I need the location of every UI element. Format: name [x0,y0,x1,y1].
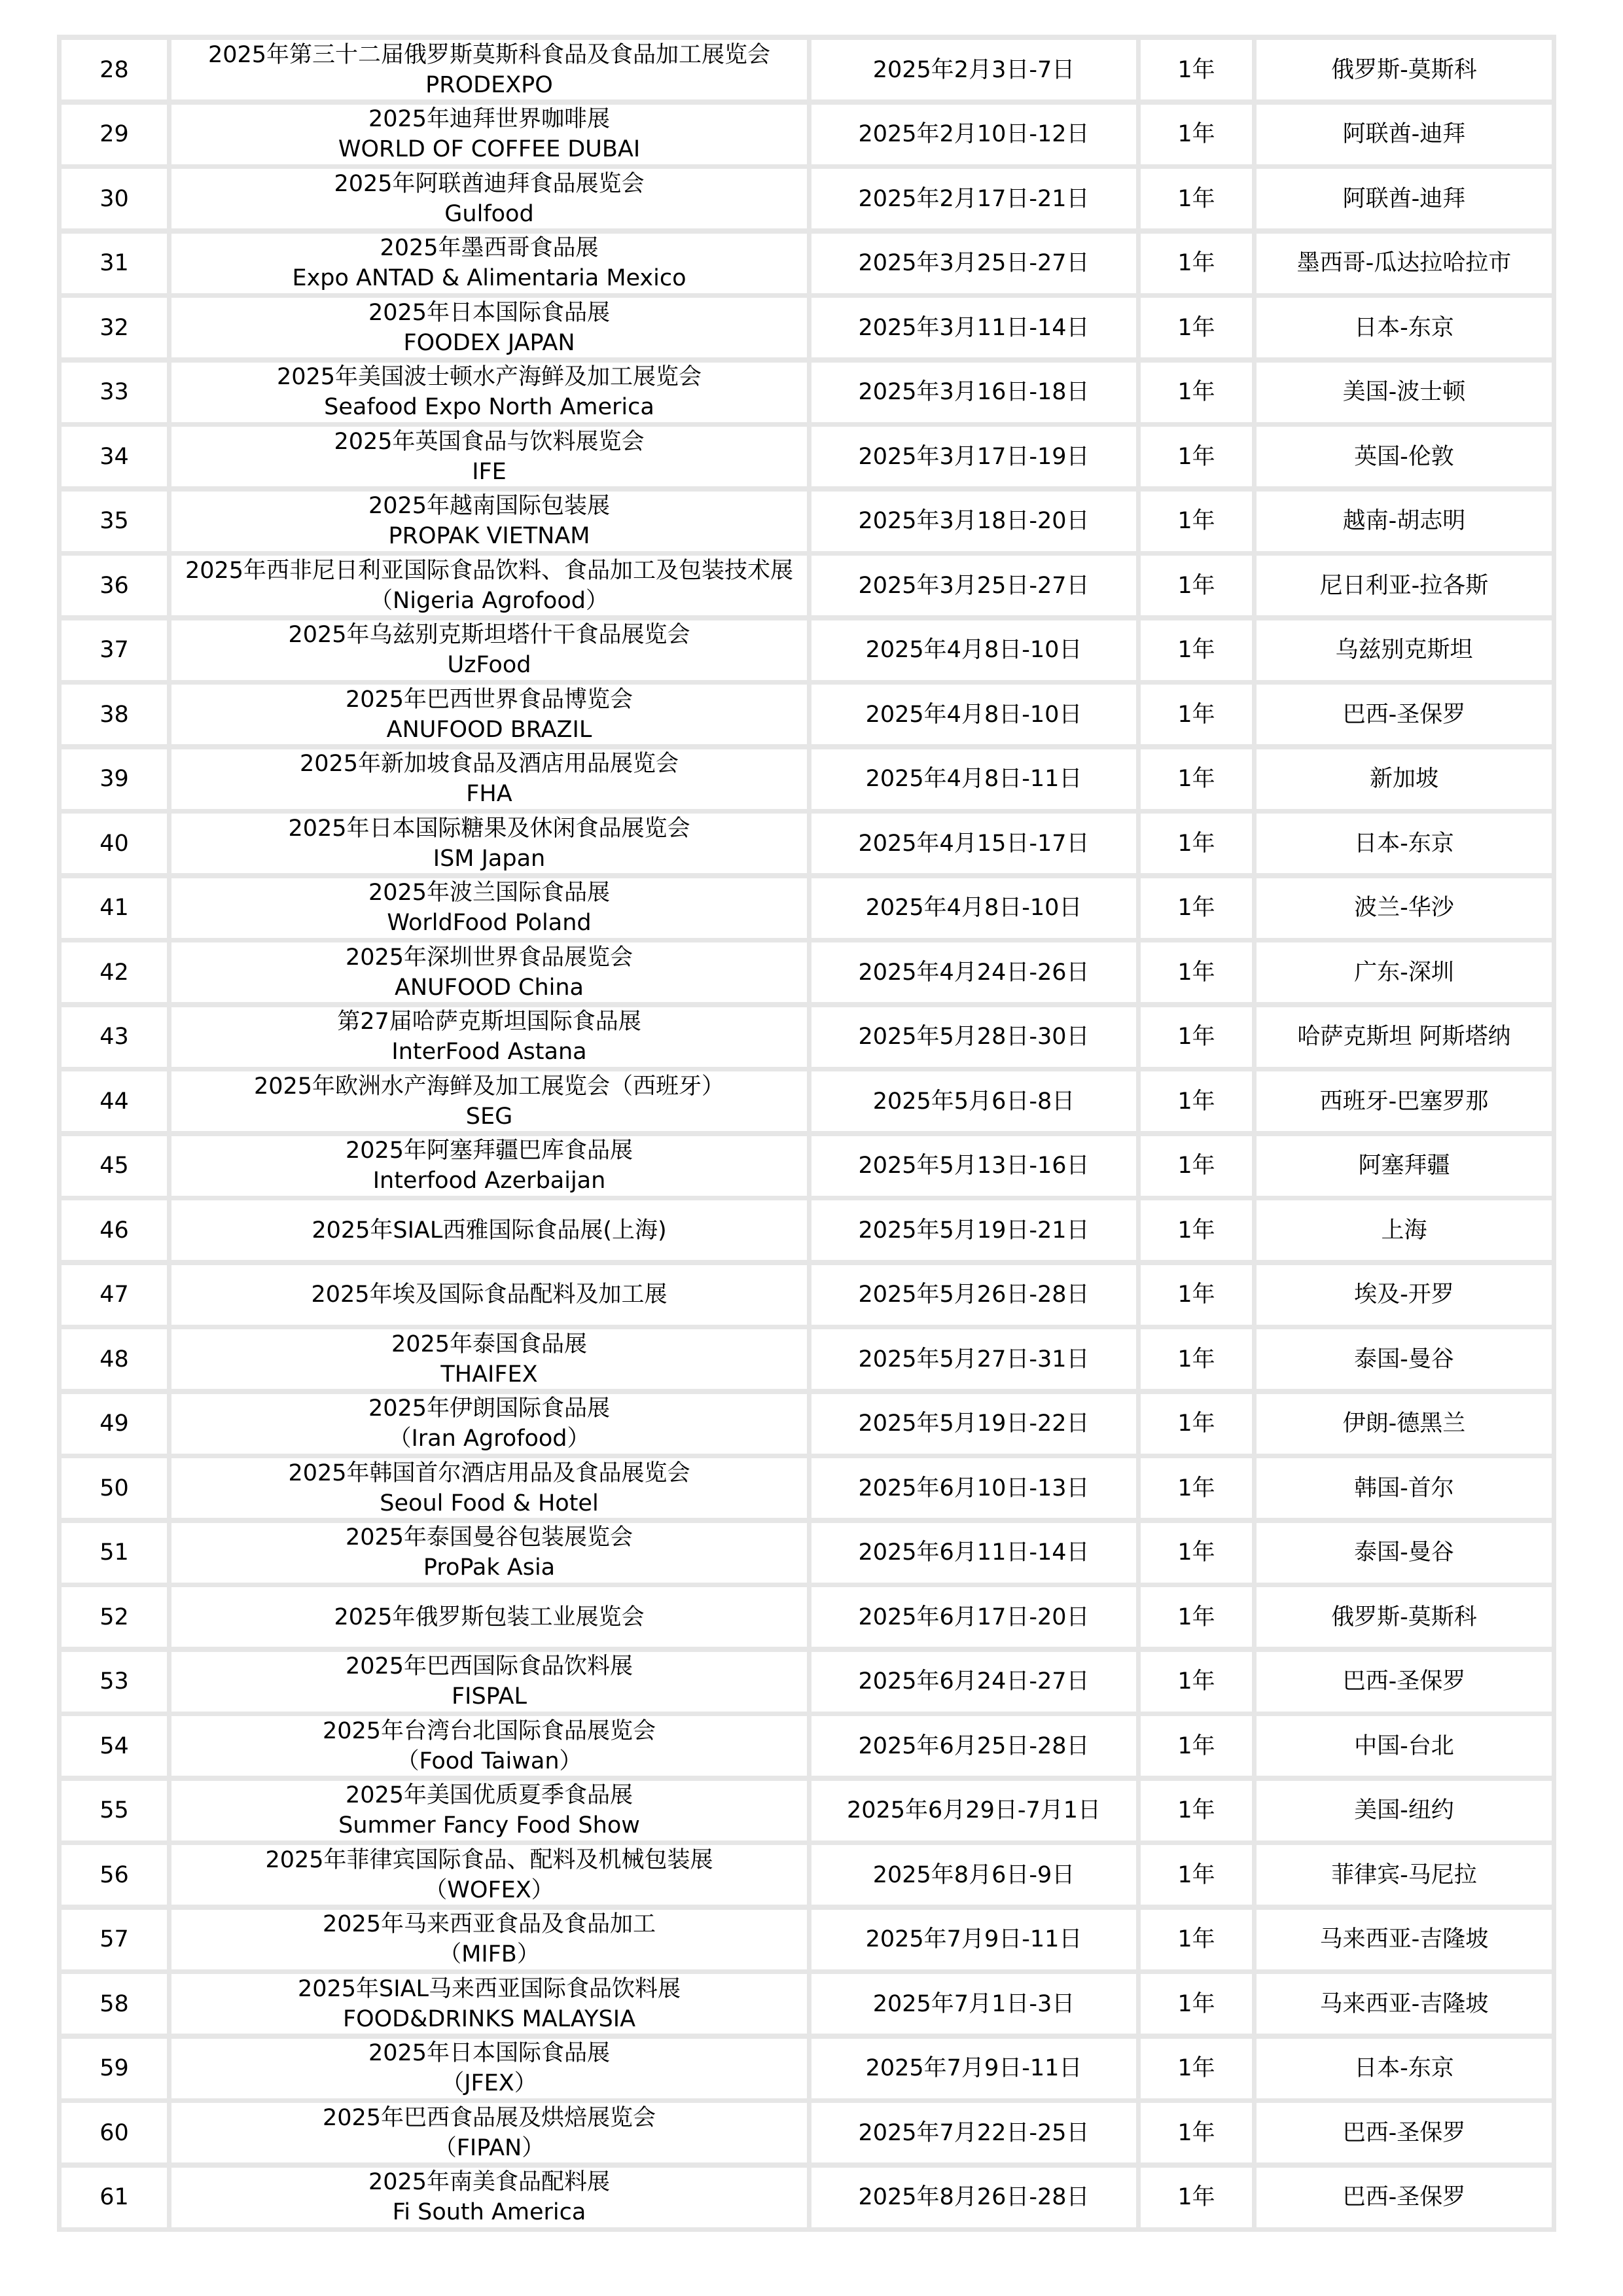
exhibition-name [171,234,807,293]
exhibition-frequency: 1年 [1141,1910,1252,1969]
exhibition-name [171,1136,807,1196]
exhibition-name-cn: 2025年越南国际包装展 [368,493,611,519]
exhibition-name-en: InterFood Astana [391,1039,587,1065]
exhibition-frequency: 1年 [1141,1523,1252,1583]
exhibition-location: 俄罗斯-莫斯科 [1257,40,1552,99]
exhibition-location: 越南-胡志明 [1257,492,1552,551]
exhibition-name [171,1716,807,1776]
exhibition-name [171,1587,807,1647]
exhibition-name [171,1458,807,1518]
exhibition-name-cn: 2025年泰国食品展 [391,1331,588,1357]
exhibition-location: 波兰-华沙 [1257,878,1552,938]
exhibition-name [171,1394,807,1454]
exhibition-name-cn: 2025年马来西亚食品及食品加工 [322,1911,656,1937]
exhibition-name-cn: 2025年俄罗斯包装工业展览会 [334,1604,645,1630]
exhibition-name-en: （Nigeria Agrofood） [370,587,609,614]
exhibition-frequency: 1年 [1141,1394,1252,1454]
exhibition-location: 中国-台北 [1257,1716,1552,1776]
exhibition-name-en: WORLD OF COFFEE DUBAI [338,136,641,162]
exhibition-location: 韩国-首尔 [1257,1458,1552,1518]
exhibition-name-cn: 2025年日本国际糖果及休闲食品展览会 [288,815,690,842]
exhibition-location: 西班牙-巴塞罗那 [1257,1071,1552,1131]
row-number: 48 [62,1329,167,1389]
exhibition-date: 2025年2月3日-7日 [812,40,1136,99]
exhibition-name [171,1200,807,1260]
exhibition-name [171,105,807,164]
row-number: 41 [62,878,167,938]
exhibition-location: 英国-伦敦 [1257,427,1552,486]
row-number: 59 [62,2039,167,2098]
exhibition-name-cn: 2025年菲律宾国际食品、配料及机械包装展 [265,1846,713,1873]
exhibition-location: 美国-纽约 [1257,1781,1552,1840]
exhibition-frequency: 1年 [1141,1136,1252,1196]
exhibition-name-en: Expo ANTAD & Alimentaria Mexico [292,265,687,291]
exhibition-name-cn: 2025年台湾台北国际食品展览会 [322,1717,656,1744]
exhibition-frequency: 1年 [1141,1071,1252,1131]
exhibition-name-cn: 2025年SIAL马来西亚国际食品饮料展 [297,1975,681,2002]
exhibition-frequency: 1年 [1141,814,1252,873]
exhibition-date: 2025年5月6日-8日 [812,1071,1136,1131]
exhibition-frequency: 1年 [1141,556,1252,615]
exhibition-date: 2025年6月25日-28日 [812,1716,1136,1776]
exhibition-name-cn: 2025年深圳世界食品展览会 [345,944,633,971]
row-number: 43 [62,1007,167,1067]
exhibition-frequency: 1年 [1141,1716,1252,1776]
exhibition-date: 2025年3月25日-27日 [812,556,1136,615]
exhibition-name-en: FISPAL [452,1683,527,1710]
exhibition-location: 马来西亚-吉隆坡 [1257,1974,1552,2034]
exhibition-frequency: 1年 [1141,1974,1252,2034]
exhibition-frequency: 1年 [1141,1265,1252,1325]
exhibition-date: 2025年4月24日-26日 [812,942,1136,1002]
exhibition-name [171,40,807,99]
row-number: 38 [62,685,167,744]
exhibition-location: 日本-东京 [1257,814,1552,873]
exhibition-name [171,685,807,744]
exhibition-name-cn: 2025年乌兹别克斯坦塔什干食品展览会 [288,622,690,648]
row-number: 42 [62,942,167,1002]
exhibition-name-en: （Iran Agrofood） [388,1426,590,1452]
exhibition-date: 2025年3月11日-14日 [812,298,1136,357]
exhibition-date: 2025年4月8日-11日 [812,749,1136,809]
exhibition-location: 尼日利亚-拉各斯 [1257,556,1552,615]
exhibition-name [171,2168,807,2227]
exhibition-frequency: 1年 [1141,1587,1252,1647]
exhibition-name-en: （MIFB） [438,1941,540,1967]
exhibition-name-cn: 2025年欧洲水产海鲜及加工展览会（西班牙） [253,1073,725,1100]
exhibition-name-cn: 2025年南美食品配料展 [368,2169,611,2195]
exhibition-name-en: SEG [465,1103,513,1130]
exhibition-name-cn: 2025年英国食品与饮料展览会 [334,428,645,455]
row-number: 40 [62,814,167,873]
exhibition-name [171,1007,807,1067]
exhibition-frequency: 1年 [1141,1845,1252,1905]
exhibition-name-en: Fi South America [392,2199,586,2225]
exhibition-name-en: Gulfood [444,200,534,227]
exhibition-name-cn: 2025年日本国际食品展 [368,299,611,326]
exhibition-name-cn: 2025年巴西国际食品饮料展 [345,1653,633,1679]
exhibition-date: 2025年7月22日-25日 [812,2103,1136,2162]
exhibition-frequency: 1年 [1141,1781,1252,1840]
exhibition-name-cn: 2025年伊朗国际食品展 [368,1395,611,1422]
exhibition-frequency: 1年 [1141,685,1252,744]
exhibition-name [171,556,807,615]
row-number: 49 [62,1394,167,1454]
exhibition-date: 2025年4月15日-17日 [812,814,1136,873]
exhibition-name-cn: 第27届哈萨克斯坦国际食品展 [337,1009,641,1035]
exhibition-date: 2025年3月18日-20日 [812,492,1136,551]
exhibition-name [171,1974,807,2034]
exhibition-frequency: 1年 [1141,1007,1252,1067]
exhibition-name-cn: 2025年美国波士顿水产海鲜及加工展览会 [276,364,702,390]
exhibition-name-cn: 2025年SIAL西雅国际食品展(上海) [312,1217,667,1244]
row-number: 45 [62,1136,167,1196]
exhibition-frequency: 1年 [1141,363,1252,422]
exhibition-location: 泰国-曼谷 [1257,1523,1552,1583]
exhibition-location: 上海 [1257,1200,1552,1260]
exhibition-date: 2025年3月25日-27日 [812,234,1136,293]
exhibition-date: 2025年2月17日-21日 [812,169,1136,228]
exhibition-location: 广东-深圳 [1257,942,1552,1002]
exhibition-date: 2025年4月8日-10日 [812,620,1136,680]
row-number: 61 [62,2168,167,2227]
exhibition-location: 菲律宾-马尼拉 [1257,1845,1552,1905]
exhibition-location: 阿联酋-迪拜 [1257,105,1552,164]
exhibition-name-cn: 2025年新加坡食品及酒店用品展览会 [299,751,679,777]
exhibition-date: 2025年6月24日-27日 [812,1652,1136,1712]
exhibition-name-cn: 2025年巴西食品展及烘焙展览会 [322,2104,656,2131]
row-number: 58 [62,1974,167,2034]
row-number: 37 [62,620,167,680]
row-number: 34 [62,427,167,486]
row-number: 31 [62,234,167,293]
exhibition-date: 2025年5月19日-21日 [812,1200,1136,1260]
exhibition-name-en: （Food Taiwan） [396,1748,582,1774]
exhibition-date: 2025年5月26日-28日 [812,1265,1136,1325]
exhibition-frequency: 1年 [1141,620,1252,680]
exhibition-frequency: 1年 [1141,749,1252,809]
row-number: 56 [62,1845,167,1905]
exhibition-name [171,620,807,680]
exhibition-date: 2025年4月8日-10日 [812,878,1136,938]
exhibition-date: 2025年2月10日-12日 [812,105,1136,164]
exhibition-name [171,1329,807,1389]
exhibition-frequency: 1年 [1141,878,1252,938]
exhibition-date: 2025年3月16日-18日 [812,363,1136,422]
exhibition-frequency: 1年 [1141,942,1252,1002]
exhibition-name-en: ANUFOOD BRAZIL [386,716,592,743]
exhibition-date: 2025年8月26日-28日 [812,2168,1136,2227]
exhibition-name-en: Seafood Expo North America [324,394,654,420]
row-number: 53 [62,1652,167,1712]
exhibition-date: 2025年6月29日-7月1日 [812,1781,1136,1840]
exhibition-date: 2025年5月27日-31日 [812,1329,1136,1389]
exhibition-frequency: 1年 [1141,2103,1252,2162]
exhibition-frequency: 1年 [1141,1458,1252,1518]
row-number: 51 [62,1523,167,1583]
exhibition-date: 2025年7月9日-11日 [812,2039,1136,2098]
exhibition-location: 美国-波士顿 [1257,363,1552,422]
exhibition-name-cn: 2025年韩国首尔酒店用品及食品展览会 [288,1460,690,1486]
exhibition-name-en: WorldFood Poland [387,910,592,936]
exhibition-name [171,1845,807,1905]
row-number: 35 [62,492,167,551]
exhibition-name [171,942,807,1002]
exhibition-name-cn: 2025年美国优质夏季食品展 [345,1782,633,1808]
exhibition-date: 2025年8月6日-9日 [812,1845,1136,1905]
exhibition-name [171,363,807,422]
row-number: 55 [62,1781,167,1840]
exhibition-name-cn: 2025年迪拜世界咖啡展 [368,106,611,132]
exhibition-location: 泰国-曼谷 [1257,1329,1552,1389]
exhibition-frequency: 1年 [1141,298,1252,357]
row-number: 29 [62,105,167,164]
exhibition-name [171,749,807,809]
exhibition-location: 巴西-圣保罗 [1257,2103,1552,2162]
exhibition-name [171,2039,807,2098]
exhibition-name [171,492,807,551]
row-number: 54 [62,1716,167,1776]
exhibition-name-en: Summer Fancy Food Show [338,1812,640,1839]
exhibition-name-cn: 2025年第三十二届俄罗斯莫斯科食品及食品加工展览会 [207,41,771,68]
row-number: 50 [62,1458,167,1518]
exhibition-date: 2025年6月10日-13日 [812,1458,1136,1518]
exhibition-name-en: FOOD&DRINKS MALAYSIA [342,2005,636,2032]
exhibition-name [171,427,807,486]
exhibition-frequency: 1年 [1141,1329,1252,1389]
exhibition-frequency: 1年 [1141,1652,1252,1712]
row-number: 36 [62,556,167,615]
row-number: 28 [62,40,167,99]
exhibition-name [171,169,807,228]
exhibition-name-en: ProPak Asia [423,1554,556,1581]
exhibition-name [171,1652,807,1712]
exhibition-name-en: PROPAK VIETNAM [388,523,590,549]
exhibition-date: 2025年4月8日-10日 [812,685,1136,744]
exhibition-name [171,814,807,873]
exhibition-name-en: ANUFOOD China [394,974,584,1001]
exhibition-name-cn: 2025年西非尼日利亚国际食品饮料、食品加工及包装技术展 [185,557,794,584]
exhibition-name-cn: 2025年泰国曼谷包装展览会 [345,1524,633,1551]
exhibition-date: 2025年6月11日-14日 [812,1523,1136,1583]
exhibition-location: 巴西-圣保罗 [1257,685,1552,744]
exhibition-table [57,35,1556,2232]
exhibition-frequency: 1年 [1141,169,1252,228]
exhibition-date: 2025年5月28日-30日 [812,1007,1136,1067]
exhibition-location: 新加坡 [1257,749,1552,809]
exhibition-name-cn: 2025年阿联酋迪拜食品展览会 [334,170,645,197]
exhibition-name-en: FOODEX JAPAN [403,329,575,356]
exhibition-frequency: 1年 [1141,234,1252,293]
exhibition-name [171,1071,807,1131]
exhibition-name [171,1523,807,1583]
row-number: 60 [62,2103,167,2162]
exhibition-frequency: 1年 [1141,427,1252,486]
exhibition-name-en: ISM Japan [433,845,546,872]
exhibition-name-en: THAIFEX [440,1361,538,1388]
exhibition-name-en: FHA [466,781,512,807]
exhibition-location: 马来西亚-吉隆坡 [1257,1910,1552,1969]
exhibition-date: 2025年3月17日-19日 [812,427,1136,486]
exhibition-date: 2025年5月19日-22日 [812,1394,1136,1454]
exhibition-location: 巴西-圣保罗 [1257,1652,1552,1712]
exhibition-name-cn: 2025年埃及国际食品配料及加工展 [311,1282,668,1308]
row-number: 47 [62,1265,167,1325]
exhibition-name [171,1781,807,1840]
exhibition-location: 哈萨克斯坦 阿斯塔纳 [1257,1007,1552,1067]
exhibition-name-en: （WOFEX） [424,1876,554,1903]
exhibition-date: 2025年7月1日-3日 [812,1974,1136,2034]
row-number: 39 [62,749,167,809]
exhibition-name [171,298,807,357]
exhibition-name-en: Seoul Food & Hotel [380,1490,599,1516]
exhibition-name-cn: 2025年阿塞拜疆巴库食品展 [345,1138,633,1164]
exhibition-date: 2025年7月9日-11日 [812,1910,1136,1969]
exhibition-name [171,878,807,938]
exhibition-frequency: 1年 [1141,2039,1252,2098]
exhibition-location: 日本-东京 [1257,298,1552,357]
exhibition-name-cn: 2025年波兰国际食品展 [368,880,611,906]
exhibition-location: 墨西哥-瓜达拉哈拉市 [1257,234,1552,293]
exhibition-location: 伊朗-德黑兰 [1257,1394,1552,1454]
exhibition-frequency: 1年 [1141,105,1252,164]
exhibition-date: 2025年5月13日-16日 [812,1136,1136,1196]
exhibition-frequency: 1年 [1141,40,1252,99]
exhibition-location: 阿联酋-迪拜 [1257,169,1552,228]
exhibition-name-cn: 2025年墨西哥食品展 [380,235,599,261]
row-number: 44 [62,1071,167,1131]
exhibition-name-cn: 2025年巴西世界食品博览会 [345,686,633,713]
exhibition-frequency: 1年 [1141,1200,1252,1260]
exhibition-name-en: IFE [472,458,507,485]
exhibition-name-en: PRODEXPO [425,71,553,98]
exhibition-location: 日本-东京 [1257,2039,1552,2098]
exhibition-name [171,2103,807,2162]
row-number: 57 [62,1910,167,1969]
exhibition-date: 2025年6月17日-20日 [812,1587,1136,1647]
exhibition-location: 俄罗斯-莫斯科 [1257,1587,1552,1647]
exhibition-name [171,1910,807,1969]
exhibition-name-en: UzFood [447,652,531,678]
row-number: 30 [62,169,167,228]
row-number: 33 [62,363,167,422]
exhibition-name-en: （FIPAN） [433,2134,545,2161]
exhibition-location: 乌兹别克斯坦 [1257,620,1552,680]
exhibition-name-cn: 2025年日本国际食品展 [368,2040,611,2066]
row-number: 46 [62,1200,167,1260]
exhibition-frequency: 1年 [1141,2168,1252,2227]
exhibition-name-en: （JFEX） [441,2070,537,2096]
exhibition-name [171,1265,807,1325]
row-number: 52 [62,1587,167,1647]
exhibition-location: 阿塞拜疆 [1257,1136,1552,1196]
exhibition-name-en: Interfood Azerbaijan [372,1168,606,1194]
exhibition-location: 巴西-圣保罗 [1257,2168,1552,2227]
exhibition-frequency: 1年 [1141,492,1252,551]
row-number: 32 [62,298,167,357]
exhibition-location: 埃及-开罗 [1257,1265,1552,1325]
